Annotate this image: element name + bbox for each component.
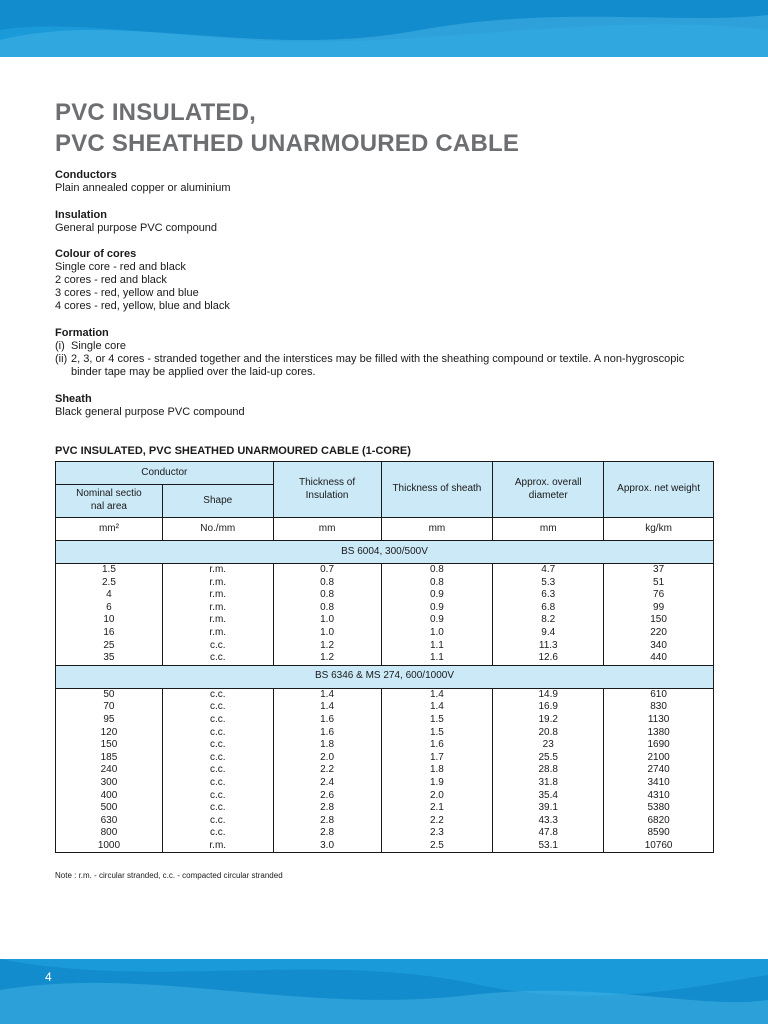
data-value: 340 bbox=[650, 639, 667, 651]
data-value: 6 bbox=[106, 601, 112, 613]
data-value: 0.8 bbox=[320, 601, 335, 613]
table-title: PVC INSULATED, PVC SHEATHED UNARMOURED CABLE (1-CORE) bbox=[55, 445, 411, 457]
unit-cell: mm bbox=[493, 518, 604, 541]
data-value: 1.9 bbox=[429, 776, 444, 788]
data-value: r.m. bbox=[209, 626, 227, 638]
data-value: 2.1 bbox=[429, 802, 444, 814]
unit-cell: mm bbox=[381, 518, 493, 541]
data-value: 35.4 bbox=[538, 789, 558, 801]
data-value: 0.9 bbox=[429, 589, 444, 601]
data-value: 1.4 bbox=[429, 701, 444, 713]
data-value: 2.6 bbox=[320, 789, 335, 801]
standard-band-row bbox=[56, 665, 714, 688]
data-value: 1.4 bbox=[429, 688, 444, 700]
insulation-text: General purpose PVC compound bbox=[55, 222, 218, 234]
header-sheath-thickness: Thickness of sheath bbox=[381, 462, 493, 518]
data-value: 1.2 bbox=[320, 639, 335, 651]
page-sheet bbox=[0, 57, 768, 959]
data-value: 4.7 bbox=[541, 564, 556, 575]
data-value: 0.9 bbox=[429, 601, 444, 613]
data-value: 1.0 bbox=[320, 626, 335, 638]
data-value: 1.7 bbox=[429, 751, 444, 763]
data-value: 1.5 bbox=[429, 713, 444, 725]
data-column-cell bbox=[493, 688, 604, 853]
data-value: 1.0 bbox=[429, 626, 444, 638]
data-value: 220 bbox=[650, 626, 667, 638]
table-header-row bbox=[56, 462, 714, 485]
colour-line: Single core - red and black bbox=[55, 261, 186, 273]
data-value: 1130 bbox=[647, 713, 670, 725]
data-value: 53.1 bbox=[538, 839, 558, 851]
data-value: 150 bbox=[650, 614, 667, 626]
data-value: 51 bbox=[653, 576, 665, 588]
page-title-line1: PVC INSULATED, bbox=[55, 99, 257, 126]
colour-heading: Colour of cores bbox=[55, 248, 137, 260]
data-value: 16.9 bbox=[538, 701, 558, 713]
data-value: c.c. bbox=[209, 713, 226, 725]
header-shape: Shape bbox=[162, 485, 273, 518]
formation-item-text: Single core bbox=[71, 340, 127, 352]
data-value: 47.8 bbox=[538, 827, 558, 839]
data-value: 14.9 bbox=[538, 688, 558, 700]
data-column-cell bbox=[162, 688, 273, 853]
data-value: c.c. bbox=[209, 688, 226, 700]
conductors-heading: Conductors bbox=[55, 169, 117, 181]
formation-item bbox=[55, 340, 691, 353]
data-value: c.c. bbox=[209, 802, 226, 814]
unit-cell: mm bbox=[273, 518, 381, 541]
data-value: 1.5 bbox=[429, 726, 444, 738]
data-value: c.c. bbox=[209, 764, 226, 776]
data-column-cell bbox=[273, 688, 381, 853]
data-value: 2.0 bbox=[320, 751, 335, 763]
formation-section bbox=[55, 327, 691, 379]
page-number: 4 bbox=[45, 970, 52, 984]
data-value: 4 bbox=[106, 589, 112, 601]
cable-spec-table bbox=[55, 461, 714, 853]
data-value: 0.8 bbox=[320, 589, 335, 601]
data-value: 95 bbox=[103, 713, 115, 725]
data-value: 10 bbox=[103, 614, 115, 626]
data-value: c.c. bbox=[209, 739, 226, 751]
data-column-cell bbox=[56, 564, 163, 666]
formation-item-number: (ii) bbox=[55, 353, 68, 365]
data-value: 0.8 bbox=[429, 564, 444, 575]
data-value: 1.1 bbox=[429, 652, 444, 664]
data-value: 2.8 bbox=[320, 802, 335, 814]
data-value: 50 bbox=[103, 688, 115, 700]
data-value: 1.2 bbox=[320, 652, 335, 664]
units-row bbox=[56, 518, 714, 541]
data-value: 25 bbox=[103, 639, 115, 651]
colour-section bbox=[55, 248, 230, 313]
data-value: 23 bbox=[542, 739, 554, 751]
data-value: 0.8 bbox=[320, 576, 335, 588]
data-value: r.m. bbox=[209, 564, 227, 575]
data-value: 39.1 bbox=[538, 802, 558, 814]
data-value: 19.2 bbox=[538, 713, 558, 725]
data-value: 300 bbox=[100, 776, 118, 788]
insulation-heading: Insulation bbox=[55, 209, 107, 221]
data-value: 3410 bbox=[647, 776, 670, 788]
data-value: 12.6 bbox=[538, 652, 558, 664]
data-value: 0.7 bbox=[320, 564, 335, 575]
data-value: 1.4 bbox=[320, 688, 335, 700]
data-value: 99 bbox=[653, 601, 665, 613]
page-title-line2: PVC SHEATHED UNARMOURED CABLE bbox=[55, 130, 520, 157]
data-value: 6820 bbox=[647, 814, 670, 826]
colour-line: 3 cores - red, yellow and blue bbox=[55, 287, 199, 299]
data-value: c.c. bbox=[209, 814, 226, 826]
data-value: 2100 bbox=[647, 751, 670, 763]
data-value: 185 bbox=[100, 751, 118, 763]
conductors-text: Plain annealed copper or aluminium bbox=[55, 182, 231, 194]
data-value: 35 bbox=[103, 652, 115, 664]
data-value: r.m. bbox=[209, 614, 227, 626]
data-value: r.m. bbox=[209, 589, 227, 601]
data-value: 28.8 bbox=[538, 764, 558, 776]
data-value: 2740 bbox=[647, 764, 670, 776]
data-row-group bbox=[56, 564, 714, 666]
data-value: c.c. bbox=[209, 827, 226, 839]
data-value: r.m. bbox=[209, 839, 227, 851]
data-value: c.c. bbox=[209, 652, 226, 664]
data-value: 2.3 bbox=[429, 827, 444, 839]
data-value: c.c. bbox=[209, 789, 226, 801]
data-value: 150 bbox=[100, 739, 118, 751]
data-value: 610 bbox=[650, 688, 667, 700]
table-note: Note : r.m. - circular stranded, c.c. - compacted circular stranded bbox=[55, 871, 283, 880]
header-nominal-area bbox=[56, 485, 163, 518]
data-value: 2.4 bbox=[320, 776, 335, 788]
colour-line: 2 cores - red and black bbox=[55, 274, 167, 286]
data-column-cell bbox=[162, 564, 273, 666]
data-value: 1.5 bbox=[101, 564, 116, 575]
data-value: 2.5 bbox=[429, 839, 444, 851]
data-value: 440 bbox=[650, 652, 667, 664]
data-value: c.c. bbox=[209, 751, 226, 763]
data-value: 0.8 bbox=[429, 576, 444, 588]
data-value: 70 bbox=[103, 701, 115, 713]
header-overall-diameter-text: Approx. overall diameter bbox=[514, 476, 582, 501]
data-value: 0.9 bbox=[429, 614, 444, 626]
unit-cell: No./mm bbox=[162, 518, 273, 541]
sheath-text: Black general purpose PVC compound bbox=[55, 406, 245, 418]
data-value: 16 bbox=[103, 626, 115, 638]
data-value: 31.8 bbox=[538, 776, 558, 788]
formation-heading: Formation bbox=[55, 327, 109, 339]
data-value: 1.8 bbox=[429, 764, 444, 776]
colour-line: 4 cores - red, yellow, blue and black bbox=[55, 300, 230, 312]
data-value: 2.0 bbox=[429, 789, 444, 801]
conductors-section bbox=[55, 169, 231, 195]
data-value: 830 bbox=[650, 701, 667, 713]
standard-band-label: BS 6004, 300/500V bbox=[56, 541, 714, 564]
standard-band-row bbox=[56, 541, 714, 564]
header-conductor: Conductor bbox=[56, 462, 274, 485]
data-value: c.c. bbox=[209, 639, 226, 651]
header-nominal-area-text: Nominal sectio nal area bbox=[76, 488, 142, 512]
data-value: 1.6 bbox=[320, 726, 335, 738]
formation-item bbox=[55, 353, 691, 379]
header-net-weight: Approx. net weight bbox=[604, 462, 714, 518]
formation-item-number: (i) bbox=[55, 340, 65, 352]
data-value: 1000 bbox=[97, 839, 121, 851]
header-insulation-thickness-text: Thickness of Insulation bbox=[298, 476, 356, 501]
data-value: 2.2 bbox=[320, 764, 335, 776]
data-value: 1.0 bbox=[320, 614, 335, 626]
data-value: 1.8 bbox=[320, 739, 335, 751]
data-value: 400 bbox=[100, 789, 118, 801]
data-value: 10760 bbox=[644, 839, 673, 851]
data-value: 120 bbox=[100, 726, 118, 738]
data-value: c.c. bbox=[209, 701, 226, 713]
data-value: 37 bbox=[653, 564, 665, 575]
data-value: 9.4 bbox=[541, 626, 556, 638]
data-value: 1.6 bbox=[320, 713, 335, 725]
formation-item-text: 2, 3, or 4 cores - stranded together and the interstices may be filled with the sheathing compound or textile. A non-hygroscopic binder tape may be applied over the laid-up cores. bbox=[71, 353, 685, 378]
data-value: 6.3 bbox=[541, 589, 556, 601]
data-value: 76 bbox=[653, 589, 665, 601]
data-value: 500 bbox=[100, 802, 118, 814]
data-value: 1.6 bbox=[429, 739, 444, 751]
data-value: 1380 bbox=[647, 726, 670, 738]
data-column-cell bbox=[381, 564, 493, 666]
data-column-cell bbox=[56, 688, 163, 853]
standard-band-label: BS 6346 & MS 274, 600/1000V bbox=[56, 665, 714, 688]
data-value: 1.4 bbox=[320, 701, 335, 713]
data-value: 11.3 bbox=[538, 639, 558, 651]
data-value: 5.3 bbox=[541, 576, 556, 588]
data-value: 6.8 bbox=[541, 601, 556, 613]
data-value: 240 bbox=[100, 764, 118, 776]
data-column-cell bbox=[604, 564, 714, 666]
sheath-heading: Sheath bbox=[55, 393, 92, 405]
data-value: 1690 bbox=[647, 739, 670, 751]
data-column-cell bbox=[604, 688, 714, 853]
header-insulation-thickness bbox=[273, 462, 381, 518]
data-value: 1.1 bbox=[429, 639, 444, 651]
data-value: 630 bbox=[100, 814, 118, 826]
data-value: r.m. bbox=[209, 576, 227, 588]
sheath-section bbox=[55, 393, 245, 419]
data-value: 8.2 bbox=[541, 614, 556, 626]
data-value: 43.3 bbox=[538, 814, 558, 826]
data-value: 25.5 bbox=[538, 751, 558, 763]
data-value: 2.8 bbox=[320, 814, 335, 826]
unit-cell: kg/km bbox=[604, 518, 714, 541]
data-column-cell bbox=[381, 688, 493, 853]
data-value: 20.8 bbox=[538, 726, 558, 738]
data-value: c.c. bbox=[209, 776, 226, 788]
insulation-section bbox=[55, 209, 217, 235]
data-value: 800 bbox=[100, 827, 118, 839]
data-value: c.c. bbox=[209, 726, 226, 738]
data-value: 4310 bbox=[647, 789, 670, 801]
data-value: r.m. bbox=[209, 601, 227, 613]
unit-cell: mm² bbox=[56, 518, 163, 541]
data-column-cell bbox=[493, 564, 604, 666]
data-value: 5380 bbox=[647, 802, 670, 814]
data-column-cell bbox=[273, 564, 381, 666]
data-value: 2.2 bbox=[429, 814, 444, 826]
data-row-group bbox=[56, 688, 714, 853]
header-overall-diameter bbox=[493, 462, 604, 518]
data-value: 3.0 bbox=[320, 839, 335, 851]
data-value: 2.8 bbox=[320, 827, 335, 839]
data-value: 8590 bbox=[647, 827, 670, 839]
data-value: 2.5 bbox=[101, 576, 116, 588]
